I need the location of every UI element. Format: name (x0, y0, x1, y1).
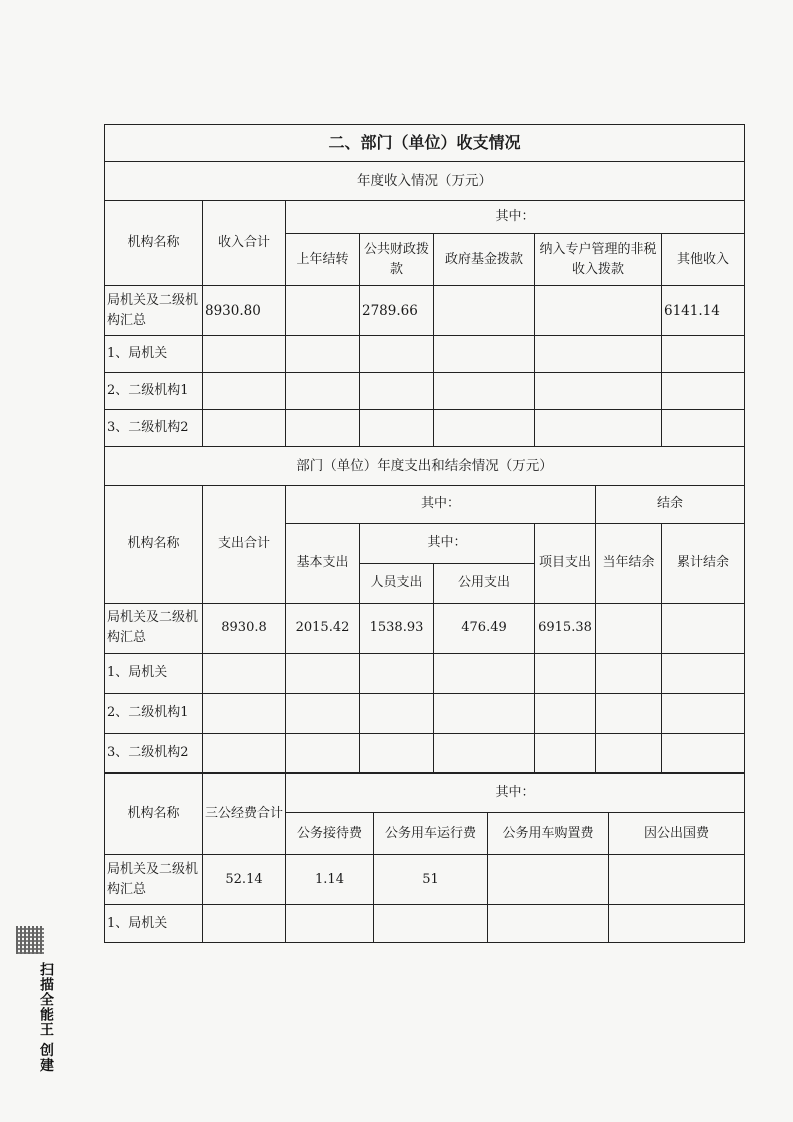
cell-value (596, 693, 662, 733)
cell-value: 476.49 (434, 603, 535, 653)
cell-value (434, 373, 535, 410)
expense-sub-col: 公用支出 (434, 563, 535, 603)
cell-value (286, 336, 360, 373)
income-sub-col: 其他收入 (662, 234, 745, 286)
cell-value (203, 653, 286, 693)
cell-value (535, 286, 662, 336)
cell-value (609, 855, 745, 905)
expense-col-among: 其中： (286, 485, 596, 523)
sangong-sub-col: 因公出国费 (609, 813, 745, 855)
cell-value (535, 373, 662, 410)
cell-value (434, 733, 535, 773)
cell-value: 8930.8 (203, 603, 286, 653)
expense-col-balance: 结余 (596, 485, 745, 523)
table-row (105, 373, 745, 410)
cell-value: 6141.14 (662, 286, 745, 336)
table-row (105, 286, 745, 336)
cell-value (662, 603, 745, 653)
cell-value (535, 653, 596, 693)
cell-value: 1538.93 (360, 603, 434, 653)
cell-value: 8930.80 (203, 286, 286, 336)
cell-value (662, 733, 745, 773)
income-sub-col: 纳入专户管理的非税收入拨款 (535, 234, 662, 286)
cell-value (286, 373, 360, 410)
cell-value (535, 336, 662, 373)
cell-value (203, 373, 286, 410)
scanner-watermark (14, 926, 54, 1116)
income-col-total: 收入合计 (203, 201, 286, 286)
table-row (105, 336, 745, 373)
cell-value (360, 653, 434, 693)
cell-value (662, 373, 745, 410)
table-row (105, 733, 745, 773)
income-col-among: 其中： (286, 201, 745, 234)
cell-value (203, 410, 286, 447)
cell-value (596, 603, 662, 653)
expense-sub-col: 累计结余 (662, 523, 745, 603)
expense-sub-col: 基本支出 (286, 523, 360, 603)
cell-value (488, 905, 609, 943)
cell-value (360, 373, 434, 410)
table-row (105, 905, 745, 943)
cell-value (286, 410, 360, 447)
cell-value (434, 336, 535, 373)
table-row (105, 410, 745, 447)
cell-value (535, 693, 596, 733)
sangong-table (104, 772, 745, 943)
budget-sheet (104, 124, 744, 943)
row-name: 局机关及二级机构汇总 (105, 286, 203, 336)
cell-value (596, 733, 662, 773)
cell-value: 2789.66 (360, 286, 434, 336)
cell-value: 1.14 (286, 855, 374, 905)
row-name: 1、局机关 (105, 905, 203, 943)
income-table (104, 124, 745, 447)
table-row (105, 603, 745, 653)
cell-value (374, 905, 488, 943)
cell-value: 2015.42 (286, 603, 360, 653)
section-title: 二、部门（单位）收支情况 (105, 125, 745, 162)
table-row (105, 855, 745, 905)
table-row (105, 653, 745, 693)
expense-sub-col: 人员支出 (360, 563, 434, 603)
cell-value (662, 693, 745, 733)
sangong-sub-col: 公务接待费 (286, 813, 374, 855)
table-row (105, 693, 745, 733)
sangong-col-among: 其中： (286, 773, 745, 813)
expense-table (104, 446, 745, 774)
qr-code-icon (16, 926, 44, 954)
cell-value (662, 410, 745, 447)
cell-value (203, 905, 286, 943)
cell-value (360, 693, 434, 733)
expense-sub-col: 项目支出 (535, 523, 596, 603)
cell-value (535, 733, 596, 773)
cell-value: 51 (374, 855, 488, 905)
expense-sub-col: 当年结余 (596, 523, 662, 603)
row-name: 2、二级机构1 (105, 693, 203, 733)
expense-col-name: 机构名称 (105, 485, 203, 603)
cell-value (203, 693, 286, 733)
row-name: 1、局机关 (105, 336, 203, 373)
watermark-text: 扫描全能王 创建 (38, 962, 54, 1073)
sangong-sub-col: 公务用车购置费 (488, 813, 609, 855)
cell-value: 52.14 (203, 855, 286, 905)
row-name: 局机关及二级机构汇总 (105, 603, 203, 653)
cell-value (434, 410, 535, 447)
row-name: 1、局机关 (105, 653, 203, 693)
cell-value (662, 653, 745, 693)
cell-value (286, 693, 360, 733)
row-name: 局机关及二级机构汇总 (105, 855, 203, 905)
income-sub-col: 上年结转 (286, 234, 360, 286)
cell-value (596, 653, 662, 693)
cell-value (286, 733, 360, 773)
cell-value (434, 693, 535, 733)
cell-value (360, 733, 434, 773)
cell-value (488, 855, 609, 905)
sangong-col-name: 机构名称 (105, 773, 203, 855)
expense-col-among-inner: 其中： (360, 523, 535, 563)
cell-value (535, 410, 662, 447)
cell-value (360, 336, 434, 373)
income-col-name: 机构名称 (105, 201, 203, 286)
cell-value (203, 336, 286, 373)
cell-value (360, 410, 434, 447)
sangong-sub-col: 公务用车运行费 (374, 813, 488, 855)
income-sub-col: 公共财政拨款 (360, 234, 434, 286)
income-sub-col: 政府基金拨款 (434, 234, 535, 286)
cell-value (662, 336, 745, 373)
row-name: 2、二级机构1 (105, 373, 203, 410)
cell-value: 6915.38 (535, 603, 596, 653)
row-name: 3、二级机构2 (105, 733, 203, 773)
expense-col-total: 支出合计 (203, 485, 286, 603)
cell-value (286, 905, 374, 943)
cell-value (609, 905, 745, 943)
cell-value (434, 286, 535, 336)
income-title: 年度收入情况（万元） (105, 162, 745, 201)
row-name: 3、二级机构2 (105, 410, 203, 447)
sangong-col-total: 三公经费合计 (203, 773, 286, 855)
expense-title: 部门（单位）年度支出和结余情况（万元） (105, 446, 745, 485)
cell-value (286, 653, 360, 693)
cell-value (286, 286, 360, 336)
cell-value (203, 733, 286, 773)
cell-value (434, 653, 535, 693)
